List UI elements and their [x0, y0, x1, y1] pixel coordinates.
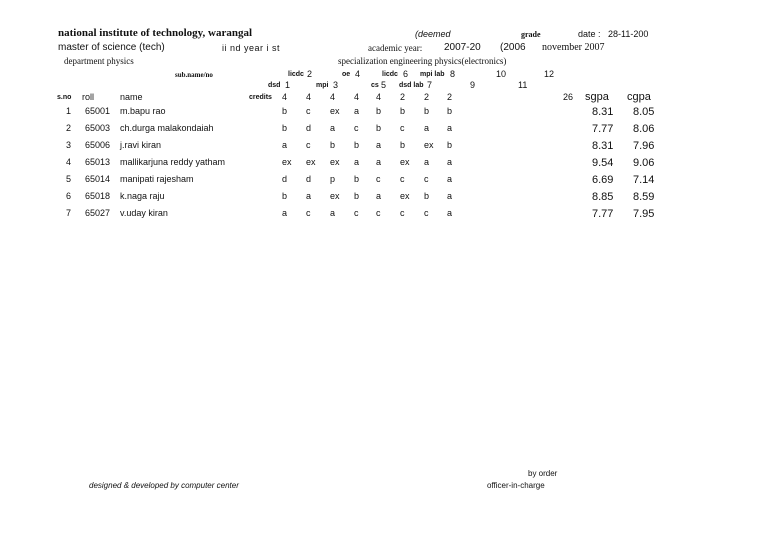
grade-cell: a: [424, 123, 430, 133]
row-name: ch.durga malakondaiah: [120, 123, 214, 133]
grade-cell: c: [400, 174, 405, 184]
total-credits: 26: [563, 92, 574, 102]
row-cgpa: 7.14: [633, 174, 655, 186]
institute-title: national institute of technology, warangal: [58, 27, 253, 39]
grade-cell: b: [424, 106, 430, 116]
grade-cell: c: [376, 208, 381, 218]
grade-cell: p: [330, 174, 336, 184]
grade-cell: c: [424, 208, 429, 218]
designed-by: designed & developed by computer center: [89, 481, 239, 490]
grade-cell: c: [306, 106, 311, 116]
grade-cell: a: [376, 140, 382, 150]
subject-number: 10: [496, 69, 507, 79]
row-sgpa: 7.77: [592, 123, 614, 135]
subject-number: 11: [518, 80, 528, 90]
grade-cell: ex: [330, 106, 340, 116]
grade-cell: a: [330, 123, 336, 133]
subject-name: licdc: [382, 71, 398, 78]
credit-value: 4: [306, 92, 312, 102]
department: department physics: [64, 56, 134, 66]
grade-cell: c: [400, 123, 405, 133]
grade-cell: ex: [424, 140, 434, 150]
grade-cell: b: [282, 191, 288, 201]
grade-cell: ex: [282, 157, 292, 167]
grade-cell: b: [400, 140, 406, 150]
row-name: m.bapu rao: [120, 106, 166, 116]
grade-cell: b: [447, 140, 453, 150]
subject-number: 8: [450, 69, 456, 79]
row-cgpa: 7.95: [633, 208, 655, 220]
date-label: date :: [578, 29, 601, 39]
row-roll: 65027: [85, 208, 111, 218]
row-name: k.naga raju: [120, 191, 165, 201]
table-row: [0, 208, 768, 224]
grade-cell: ex: [330, 191, 340, 201]
specialization: specialization engineering physics(electronics): [338, 56, 507, 66]
subject-name: dsd lab: [399, 82, 424, 89]
header-cgpa: cgpa: [627, 91, 651, 103]
row-name: v.uday kiran: [120, 208, 168, 218]
row-roll: 65006: [85, 140, 111, 150]
grade-cell: a: [447, 191, 453, 201]
row-sno: 3: [66, 140, 72, 150]
grade-cell: c: [354, 123, 359, 133]
grade-cell: b: [354, 174, 360, 184]
grade-cell: a: [447, 208, 453, 218]
grade-cell: a: [354, 106, 360, 116]
grade-cell: b: [330, 140, 336, 150]
grade-cell: a: [330, 208, 336, 218]
row-sno: 4: [66, 157, 72, 167]
row-sgpa: 6.69: [592, 174, 614, 186]
subject-number: 7: [427, 80, 433, 90]
row-cgpa: 8.06: [633, 123, 655, 135]
officer-in-charge: officer-in-charge: [487, 481, 545, 490]
grade-cell: ex: [400, 157, 410, 167]
row-roll: 65001: [85, 106, 111, 116]
table-row: [0, 191, 768, 207]
subject-number: 4: [355, 69, 361, 79]
grade-cell: b: [447, 106, 453, 116]
grade-cell: d: [306, 174, 312, 184]
grade-cell: b: [376, 106, 382, 116]
year-semester: ii nd year i st: [222, 43, 281, 53]
grade-cell: ex: [306, 157, 316, 167]
row-roll: 65013: [85, 157, 111, 167]
grade-cell: c: [376, 174, 381, 184]
credit-value: 2: [400, 92, 406, 102]
header-sgpa: sgpa: [585, 91, 609, 103]
grade-cell: b: [282, 123, 288, 133]
grade-cell: a: [447, 157, 453, 167]
table-row: [0, 123, 768, 139]
subject-number: 3: [333, 80, 339, 90]
header-credits: credits: [249, 94, 272, 101]
by-order: by order: [528, 469, 558, 478]
row-sno: 2: [66, 123, 72, 133]
grade-cell: a: [376, 157, 382, 167]
row-sgpa: 8.85: [592, 191, 614, 203]
batch-value: (2006: [500, 42, 526, 53]
credit-value: 4: [330, 92, 336, 102]
date-value: 28-11-200: [608, 29, 649, 39]
grade-cell: c: [424, 174, 429, 184]
credit-value: 2: [424, 92, 430, 102]
subject-number: 12: [544, 69, 555, 79]
grade-cell: d: [306, 123, 312, 133]
credit-value: 2: [447, 92, 453, 102]
row-cgpa: 8.05: [633, 106, 655, 118]
grade-label: grade: [521, 30, 541, 39]
exam-month: november 2007: [542, 42, 605, 53]
row-cgpa: 9.06: [633, 157, 655, 169]
grade-cell: c: [306, 208, 311, 218]
row-sno: 7: [66, 208, 72, 218]
grade-cell: c: [354, 208, 359, 218]
grade-cell: a: [354, 157, 360, 167]
grade-cell: a: [447, 123, 453, 133]
subject-number: 1: [285, 80, 291, 90]
credit-value: 4: [376, 92, 382, 102]
grade-cell: b: [376, 123, 382, 133]
grade-cell: ex: [400, 191, 410, 201]
row-sno: 1: [66, 106, 72, 116]
subname-label: sub.name/no: [175, 71, 213, 79]
grade-cell: d: [282, 174, 288, 184]
subject-number: 6: [403, 69, 409, 79]
subject-name: mpi: [316, 82, 329, 89]
grade-cell: a: [424, 157, 430, 167]
subject-name: oe: [342, 71, 351, 78]
row-sgpa: 8.31: [592, 140, 614, 152]
grade-cell: b: [400, 106, 406, 116]
table-row: [0, 157, 768, 173]
subject-name: mpi lab: [420, 71, 445, 78]
grade-cell: b: [282, 106, 288, 116]
header-roll: roll: [82, 92, 95, 102]
credit-value: 4: [354, 92, 360, 102]
subject-number: 2: [307, 69, 313, 79]
table-row: [0, 140, 768, 156]
program-name: master of science (tech): [58, 42, 165, 53]
table-row: [0, 106, 768, 122]
grade-cell: a: [282, 140, 288, 150]
grade-cell: a: [306, 191, 312, 201]
row-roll: 65018: [85, 191, 111, 201]
subject-name: cs: [371, 82, 379, 89]
row-name: manipati rajesham: [120, 174, 194, 184]
grade-cell: a: [282, 208, 288, 218]
grade-cell: b: [424, 191, 430, 201]
subject-name: dsd: [268, 82, 281, 89]
subject-number: 5: [381, 80, 387, 90]
grade-cell: b: [354, 140, 360, 150]
row-sgpa: 9.54: [592, 157, 614, 169]
row-cgpa: 8.59: [633, 191, 655, 203]
credit-value: 4: [282, 92, 288, 102]
row-roll: 65003: [85, 123, 111, 133]
grade-cell: a: [447, 174, 453, 184]
subject-name: licdc: [288, 71, 304, 78]
deemed-label: (deemed: [415, 29, 451, 39]
row-sgpa: 7.77: [592, 208, 614, 220]
row-sno: 6: [66, 191, 72, 201]
row-cgpa: 7.96: [633, 140, 655, 152]
row-name: mallikarjuna reddy yatham: [120, 157, 226, 167]
grade-cell: ex: [330, 157, 340, 167]
grade-cell: c: [400, 208, 405, 218]
header-name: name: [120, 92, 143, 102]
row-sgpa: 8.31: [592, 106, 614, 118]
academic-year-label: academic year:: [368, 43, 423, 53]
row-roll: 65014: [85, 174, 111, 184]
table-row: [0, 174, 768, 190]
grade-cell: b: [354, 191, 360, 201]
subject-number: 9: [470, 80, 476, 90]
grade-cell: a: [376, 191, 382, 201]
row-name: j.ravi kiran: [120, 140, 162, 150]
header-sno: s.no: [57, 94, 72, 101]
row-sno: 5: [66, 174, 72, 184]
grade-cell: c: [306, 140, 311, 150]
academic-year-value: 2007-20: [444, 42, 481, 53]
